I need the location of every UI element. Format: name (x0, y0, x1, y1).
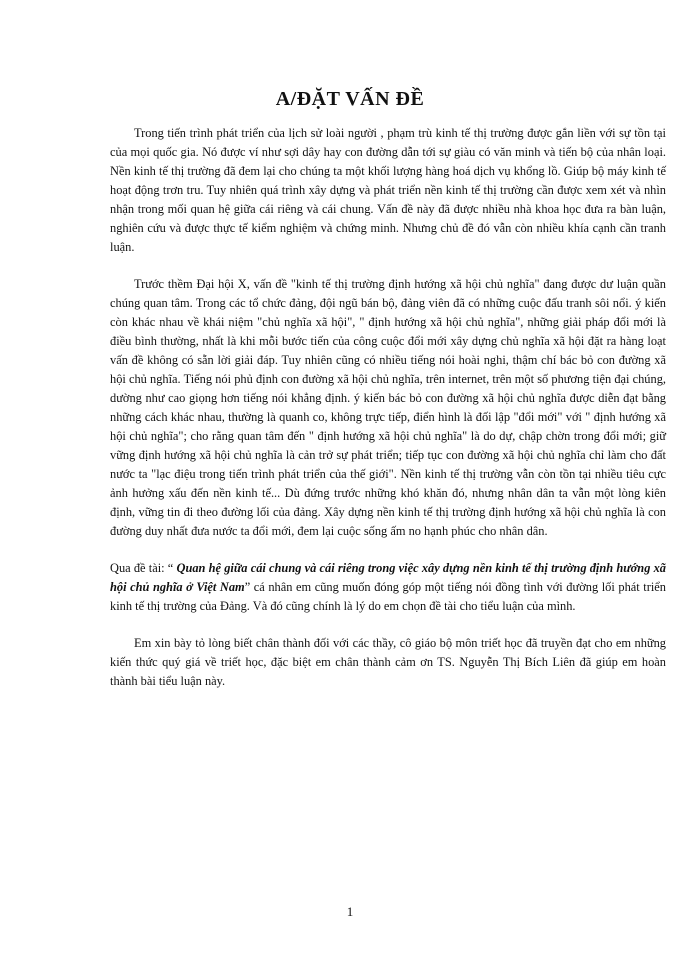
page-number: 1 (346, 904, 354, 919)
paragraph-3 (110, 559, 666, 616)
paragraph-3-tail: ” cá nhân em cũng muốn đóng góp một tiếng nói đồng tình với đường lối phát triển kinh tế thị trường của Đảng. Và đó cũng chính là lý do em chọn đề tài cho tiểu luận của mình. (110, 580, 666, 613)
paragraph-4: Em xin bày tỏ lòng biết chân thành đối với các thầy, cô giáo bộ môn triết học đã truyền đạt cho em những kiến thức quý giá về triết học, đặc biệt em chân thành cảm ơn TS. Nguyễn Thị Bích Liên đã giúp em hoàn thành bài tiểu luận này. (110, 636, 666, 688)
paragraph-2: Trước thềm Đại hội X, vấn đề "kinh tế thị trường định hướng xã hội chủ nghĩa" đang được dư luận quần chúng quan tâm. Trong các tổ chức đảng, đội ngũ bán bộ, đảng viên đã có những cuộc đấu tranh sôi nổi. ý kiến còn khác nhau về khái niệm "chủ nghĩa xã hội", " định hướng xã hội chủ nghĩa", những giải pháp đổi mới là điều bình thường, nhất là khi mỗi bước tiến của công cuộc đổi mới xây dựng chủ nghĩa xã hội đặt ra hàng loạt vấn đề không có sẵn lời giải đáp. Tuy nhiên cũng có nhiều tiếng nói hoài nghi, thậm chí bác bỏ con đường xã hội chủ nghĩa. Tiếng nói phủ định con đường xã hội chủ nghĩa, trên internet, trên một số phương tiện đại chúng, dường như cao giọng hơn tiếng nói khẳng định. ý kiến bác bỏ con đường xã hội chủ nghĩa được diễn đạt bằng những cách khác nhau, thường là quanh co, không trực tiếp, điển hình là đối lập "đổi mới" với " định hướng xã hội chủ nghĩa"; cho rằng quan tâm đến " định hướng xã hội chủ nghĩa" là do dự, chập chờn trong đổi mới; giữ vững định hướng xã hội chủ nghĩa là cản trở sự phát triển; tiếp tục con đường xã hội chủ nghĩa chỉ làm cho đất nước ta "lạc điệu trong tiến trình phát triển của thế giới". Nền kinh tế thị trường vẫn còn tồn tại nhiều tiêu cực ảnh hưởng xấu đến nền kinh tế... Dù đứng trước những khó khăn đó, nhưng nhân dân ta vẫn một lòng kiên định, vững tin đi theo đường lối của đảng. Xây dựng nền kinh tế thị trường định hướng xã hội chủ nghĩa là con đường duy nhất đưa nước ta đổi mới, đem lại cuộc sống ấm no hạnh phúc cho nhân dân. (110, 277, 666, 538)
topic-title: Quan hệ giữa cái chung và cái riêng trong việc xây dựng nền kinh tế thị trường định hướng xã hội chủ nghĩa ở Việt Nam (110, 561, 666, 594)
paragraph-3-lead: Qua đề tài: “ (110, 561, 177, 575)
document-body (110, 124, 666, 709)
section-title: A/ĐẶT VẤN ĐỀ (275, 88, 425, 110)
paragraph-1: Trong tiến trình phát triển của lịch sử loài người , phạm trù kinh tế thị trường được gắn liền với sự tồn tại của mọi quốc gia. Nó được ví như sợi dây hay con đường dẫn tới sự giàu có văn minh và tiến bộ của nhân loại. Nền kinh tế thị trường đã đem lại cho chúng ta một khối lượng hàng hoá dịch vụ khổng lồ. Giúp bộ máy kinh tế hoạt động trơn tru. Tuy nhiên quá trình xây dựng và phát triển nền kinh tế thị trường cần được xem xét và nhìn nhận trong mối quan hệ giữa cái riêng và cái chung. Vấn đề này đã được nhiều nhà khoa học đưa ra bàn luận, nghiên cứu và được thực tế kiểm nghiệm và chứng minh. Nhưng chủ đề đó vẫn còn nhiều khía cạnh cần tranh luận. (110, 126, 666, 254)
